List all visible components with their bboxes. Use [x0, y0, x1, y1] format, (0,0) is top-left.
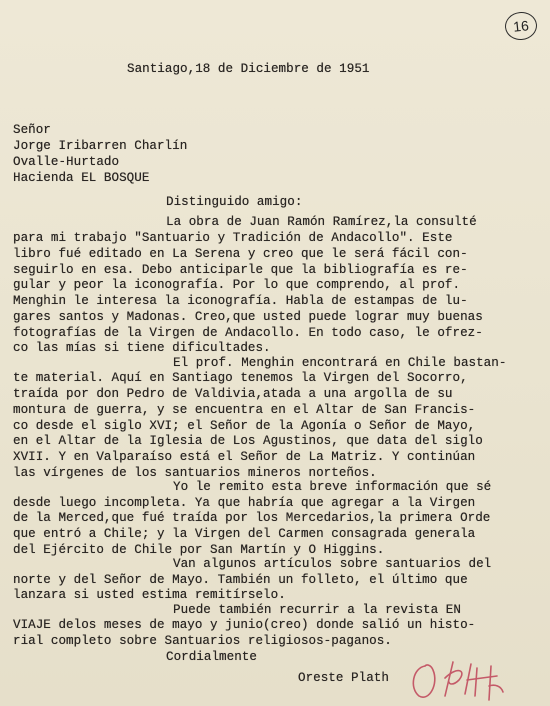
body-line: gular y peor la iconografía. Por lo que comprendo, al prof. [13, 278, 461, 293]
handwritten-signature [405, 656, 515, 706]
recipient-line: Señor [13, 123, 51, 138]
body-line: en el Altar de la Iglesia de Los Agustinos, que data del siglo [13, 434, 483, 449]
recipient-line: Ovalle-Hurtado [13, 154, 120, 169]
body-line: co las mías si tiene dificultades. [13, 341, 271, 356]
body-line: Van algunos artículos sobre santuarios del [173, 556, 492, 571]
body-line: seguirlo en esa. Debo anticiparle que la bibliografía es re- [13, 262, 468, 277]
signer-name: Oreste Plath [298, 670, 389, 685]
body-line: libro fué editado en La Serena y creo que le será fácil con- [13, 246, 468, 261]
body-line: traída por don Pedro de Valdivia,atada a una argolla de su [13, 387, 453, 402]
body-line: Yo le remito esta breve información que sé [173, 479, 492, 494]
body-line: Puede también recurrir a la revista EN [173, 602, 461, 617]
body-line: XVII. Y en Valparaíso está el Señor de La Matriz. Y continúan [13, 450, 476, 465]
body-line: VIAJE delos meses de mayo y junio(creo) donde salió un histo- [13, 618, 476, 633]
body-line: norte y del Señor de Mayo. También un folleto, el último que [13, 572, 468, 587]
body-line: Menghin le interesa la iconografía. Habla de estampas de lu- [13, 294, 468, 309]
date-line: Santiago,18 de Diciembre de 1951 [127, 62, 370, 77]
body-line: rial completo sobre Santuarios religiosos-paganos. [13, 634, 392, 649]
salutation: Distinguido amigo: [166, 194, 303, 209]
page-number: 16 [512, 17, 530, 35]
body-line: La obra de Juan Ramón Ramírez,la consulté [166, 215, 477, 230]
recipient-line: Jorge Iribarren Charlín [13, 139, 188, 154]
page-number-circle [504, 10, 539, 41]
body-line: co desde el siglo XVI; el Señor de la Agonía o Señor de Mayo, [13, 418, 476, 433]
recipient-line: Hacienda EL BOSQUE [13, 170, 150, 185]
body-line: que entró a Chile; y la Virgen del Carmen consagrada generala [13, 527, 476, 542]
body-line: para mi trabajo "Santuario y Tradición de Andacollo". Este [13, 231, 453, 246]
body-line: lanzara si usted estima remitírselo. [13, 588, 286, 603]
body-line: El prof. Menghin encontrará en Chile bastan- [173, 355, 507, 370]
body-line: montura de guerra, y se encuentra en el Altar de San Francis- [13, 402, 476, 417]
body-line: desde luego incompleta. Ya que habría que agregar a la Virgen [13, 495, 476, 510]
body-line: de la Merced,que fué traída por los Mercedarios,la primera Orde [13, 511, 491, 526]
body-line: te material. Aquí en Santiago tenemos la Virgen del Socorro, [13, 371, 468, 386]
closing: Cordialmente [166, 649, 257, 664]
body-line: del Ejército de Chile por San Martín y O Higgins. [13, 542, 385, 557]
body-line: fotografías de la Virgen de Andacollo. En todo caso, le ofrez- [13, 325, 483, 340]
body-line: las vírgenes de los santuarios mineros norteños. [13, 465, 377, 480]
body-line: gares santos y Madonas. Creo,que usted puede lograr muy buenas [13, 309, 483, 324]
